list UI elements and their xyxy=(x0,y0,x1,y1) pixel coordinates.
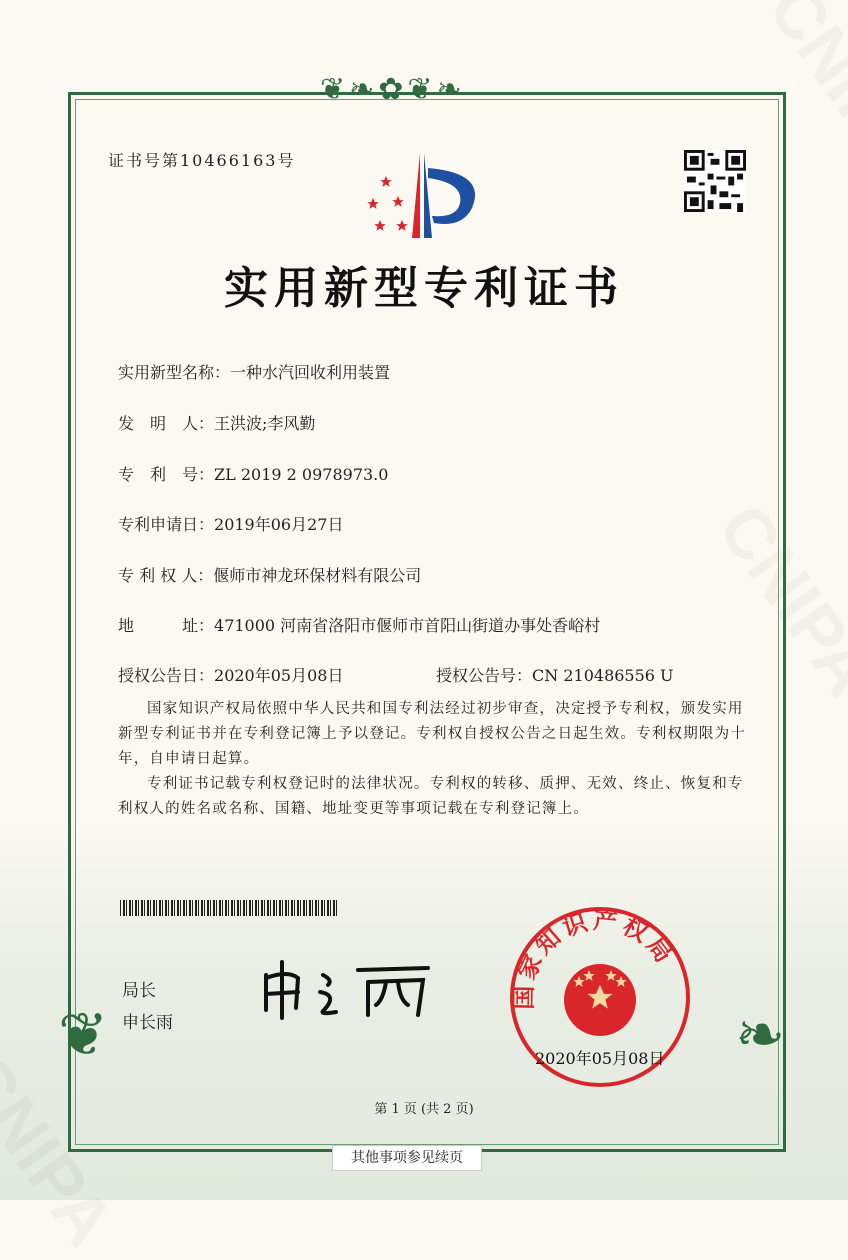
barcode xyxy=(120,900,338,916)
field-inventor xyxy=(118,411,315,434)
star-icon xyxy=(396,220,407,231)
paragraph: 国家知识产权局依照中华人民共和国专利法经过初步审查，决定授予专利权，颁发实用新型专利证书并在专利登记簿上予以登记。专利权自授权公告之日起生效。专利权期限为十年，自申请日起算。 xyxy=(118,701,746,767)
field-value: 2019年06月27日 xyxy=(214,515,344,534)
seal-text: 国家知识产权局 xyxy=(508,905,682,1010)
field-value: 2020年05月08日 xyxy=(214,666,344,685)
field-patentee xyxy=(118,563,421,586)
field-label: 实用新型名称： xyxy=(118,363,231,382)
field-utility-model-name xyxy=(118,360,390,383)
star-icon xyxy=(392,196,403,207)
director-signature xyxy=(258,960,438,1020)
star-icon xyxy=(367,198,378,209)
qr-code-icon xyxy=(684,150,746,212)
certificate-number: 证书号第10466163号 xyxy=(108,151,296,170)
certificate-statement xyxy=(118,697,758,822)
field-value: 偃师市神龙环保材料有限公司 xyxy=(213,566,422,585)
director-name: 申长雨 xyxy=(122,1013,173,1033)
field-label: 授权公告号： xyxy=(436,666,533,685)
field-application-date xyxy=(118,512,343,535)
field-value: CN 210486556 U xyxy=(532,666,674,685)
star-icon xyxy=(380,176,391,187)
star-icon xyxy=(374,220,385,231)
top-ornament-icon: ❦❧✿❦❧ xyxy=(320,72,466,107)
field-value: 王洪波;李风勤 xyxy=(214,414,316,433)
director-title: 局长 xyxy=(122,981,156,1001)
corner-ornament-icon: ❦ xyxy=(58,1000,109,1070)
field-patent-number xyxy=(118,462,388,485)
field-label: 专利申请日： xyxy=(118,515,215,534)
field-grant-date xyxy=(118,663,343,686)
field-label: 专 利 号： xyxy=(118,465,215,484)
field-address xyxy=(118,613,600,636)
seal-date: 2020年05月08日 xyxy=(535,1049,665,1068)
field-label: 地 址： xyxy=(118,616,215,635)
page-title: 实用新型专利证书 xyxy=(224,263,624,314)
paragraph: 专利证书记载专利权登记时的法律状况。专利权的转移、质押、无效、终止、恢复和专利权人的姓名或名称、国籍、地址变更等事项记载在专利登记簿上。 xyxy=(118,776,744,817)
field-value: ZL 2019 2 0978973.0 xyxy=(214,465,389,484)
field-label: 发 明 人： xyxy=(118,414,215,433)
corner-ornament-icon: ❧ xyxy=(735,1000,786,1070)
cnipa-logo-icon xyxy=(362,148,492,248)
page-indicator: 第 1 页 (共 2 页) xyxy=(374,1102,474,1117)
field-value: 471000 河南省洛阳市偃师市首阳山街道办事处香峪村 xyxy=(214,616,601,635)
field-value: 一种水汽回收利用装置 xyxy=(230,363,391,382)
field-label: 专 利 权 人： xyxy=(118,566,214,585)
footer-note: 其他事项参见续页 xyxy=(332,1145,482,1171)
field-label: 授权公告日： xyxy=(118,666,215,685)
field-grant-number xyxy=(436,663,674,686)
